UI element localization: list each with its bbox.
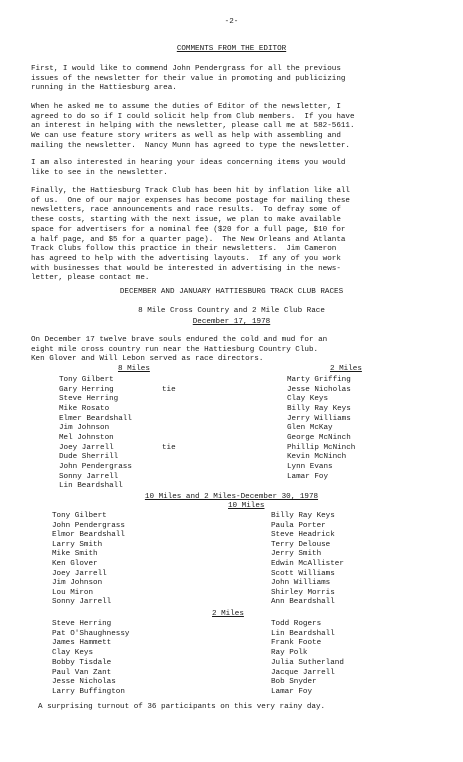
runner-name: Joey Jarrell bbox=[59, 443, 114, 452]
runner-name: Ann Beardshall bbox=[271, 598, 335, 607]
paragraph-advertising: Finally, the Hattiesburg Track Club has been hit by inflation like all of us. One of our major expenses has become postage for mailing these newsletters, race announcements and race results. To defray some of these costs, starting with the next issue, we plan to make available space for advertisers for a nominal fee ($20 for a full page, $10 for a half page, and $5 for a quarter page). The New Orleans and Atlanta Track Clubs follow this practice in their newsletters. Jim Cameron has agreed to help with the advertising layouts. If any of you work with businesses that would be interested in advertising in the news- letter, please contact me. bbox=[31, 187, 350, 283]
runner-name: Paula Porter bbox=[271, 521, 326, 530]
runner-name: Billy Ray Keys bbox=[271, 512, 335, 520]
runner-name: Scott Williams bbox=[271, 569, 335, 578]
runner-name: Ray Polk bbox=[271, 649, 308, 658]
runner-name: Gary Herring bbox=[59, 385, 114, 394]
runner-name: Jesse Nicholas bbox=[287, 385, 351, 394]
runner-name: Jim Johnson bbox=[52, 579, 103, 588]
race2-10mile-heading: 10 Miles bbox=[228, 502, 265, 510]
runner-name: Jerry Williams bbox=[287, 414, 351, 423]
runner-name: James Hammett bbox=[52, 639, 112, 648]
paragraph-editor: When he asked me to assume the duties of Editor of the newsletter, I agreed to do so if I could solicit help from Club members. If you have an interest in helping with the newsletter, please call me at 582-5611. We can use feature story writers as well as help with assembling and mailing the newsletter. Nancy Munn has agreed to type the newsletter. bbox=[31, 103, 355, 150]
runner-name: Shirley Morris bbox=[271, 588, 335, 597]
runner-name: Frank Foote bbox=[271, 639, 322, 648]
runner-name: Lou Miron bbox=[52, 588, 94, 597]
runner-name: Jerry Smith bbox=[271, 550, 322, 559]
runner-name: Bob Snyder bbox=[271, 678, 317, 687]
race1-date: December 17, 1978 bbox=[192, 318, 271, 326]
runner-name: Bobby Tisdale bbox=[52, 658, 112, 667]
comments-title: COMMENTS FROM THE EDITOR bbox=[176, 45, 287, 53]
runner-name: Marty Griffing bbox=[287, 376, 351, 384]
runner-name: Terry Delouse bbox=[271, 540, 331, 549]
runner-name: Tony Gilbert bbox=[59, 376, 114, 384]
runner-name: Mike Smith bbox=[52, 550, 98, 559]
race1-title: 8 Mile Cross Country and 2 Mile Club Race bbox=[138, 307, 325, 315]
runner-name: Mel Johnston bbox=[59, 433, 114, 442]
runner-name: Phillip McNinch bbox=[287, 443, 356, 452]
runner-name: Billy Ray Keys bbox=[287, 404, 351, 413]
tie-note: tie bbox=[162, 443, 176, 452]
runner-name: Pat O'Shaughnessy bbox=[52, 629, 130, 638]
page-number: -2- bbox=[224, 18, 239, 26]
race1-left-heading: 8 Miles bbox=[118, 365, 150, 373]
race1-right-heading: 2 Miles bbox=[330, 365, 362, 373]
race2-2mile-heading: 2 Miles bbox=[212, 610, 244, 618]
runner-name: Lin Beardshall bbox=[59, 482, 123, 491]
runner-name: Jesse Nicholas bbox=[52, 678, 116, 687]
runner-name: Ken Glover bbox=[52, 560, 98, 568]
runner-name: Dude Sherrill bbox=[59, 453, 119, 462]
runner-name: Lynn Evans bbox=[287, 462, 333, 471]
race2-title: 10 Miles and 2 Miles-December 30, 1978 bbox=[144, 493, 319, 501]
race1-intro: On December 17 twelve brave souls endured the cold and mud for an eight mile cross country run near the Hattiesburg Country Club. Ken Glover and Will Lebon served as race directors. bbox=[31, 336, 328, 364]
runner-name: Sonny Jarrell bbox=[59, 472, 119, 481]
runner-name: Joey Jarrell bbox=[52, 569, 107, 578]
races-title: DECEMBER AND JANUARY HATTIESBURG TRACK CLUB RACES bbox=[119, 288, 344, 296]
paragraph-commend: First, I would like to commend John Pendergrass for all the previous issues of the newsletter for their value in promoting and publicizing running in the Hattiesburg area. bbox=[31, 65, 346, 93]
paragraph-ideas: I am also interested in hearing your ideas concerning items you would like to see in the newsletter. bbox=[31, 159, 346, 177]
runner-name: Steve Herring bbox=[52, 620, 112, 628]
runner-name: John Williams bbox=[271, 579, 331, 588]
runner-name: Julia Sutherland bbox=[271, 658, 344, 667]
runner-name: Elmor Beardshall bbox=[52, 531, 125, 540]
runner-name: Edwin McAllister bbox=[271, 560, 344, 568]
runner-name: Steve Herring bbox=[59, 395, 119, 404]
runner-name: Paul Van Zant bbox=[52, 668, 112, 677]
runner-name: Clay Keys bbox=[52, 649, 94, 658]
runner-name: Lamar Foy bbox=[271, 687, 313, 696]
runner-name: Mike Rosato bbox=[59, 404, 110, 413]
runner-name: Lin Beardshall bbox=[271, 629, 335, 638]
runner-name: John Pendergrass bbox=[52, 521, 125, 530]
runner-name: Jacque Jarrell bbox=[271, 668, 335, 677]
runner-name: Clay Keys bbox=[287, 395, 329, 404]
closing-note: A surprising turnout of 36 participants on this very rainy day. bbox=[38, 703, 326, 711]
runner-name: Steve Headrick bbox=[271, 531, 335, 540]
runner-name: Elmer Beardshall bbox=[59, 414, 132, 423]
runner-name: Sonny Jarrell bbox=[52, 598, 112, 607]
runner-name: John Pendergrass bbox=[59, 462, 132, 471]
runner-name: Glen McKay bbox=[287, 424, 333, 433]
runner-name: George McNinch bbox=[287, 433, 351, 442]
runner-name: Kevin McNinch bbox=[287, 453, 347, 462]
runner-name: Larry Smith bbox=[52, 540, 103, 549]
runner-name: Jim Johnson bbox=[59, 424, 110, 433]
runner-name: Todd Rogers bbox=[271, 620, 322, 628]
runner-name: Lamar Foy bbox=[287, 472, 329, 481]
tie-note: tie bbox=[162, 385, 176, 394]
runner-name: Larry Buffington bbox=[52, 687, 125, 696]
runner-name: Tony Gilbert bbox=[52, 512, 107, 520]
